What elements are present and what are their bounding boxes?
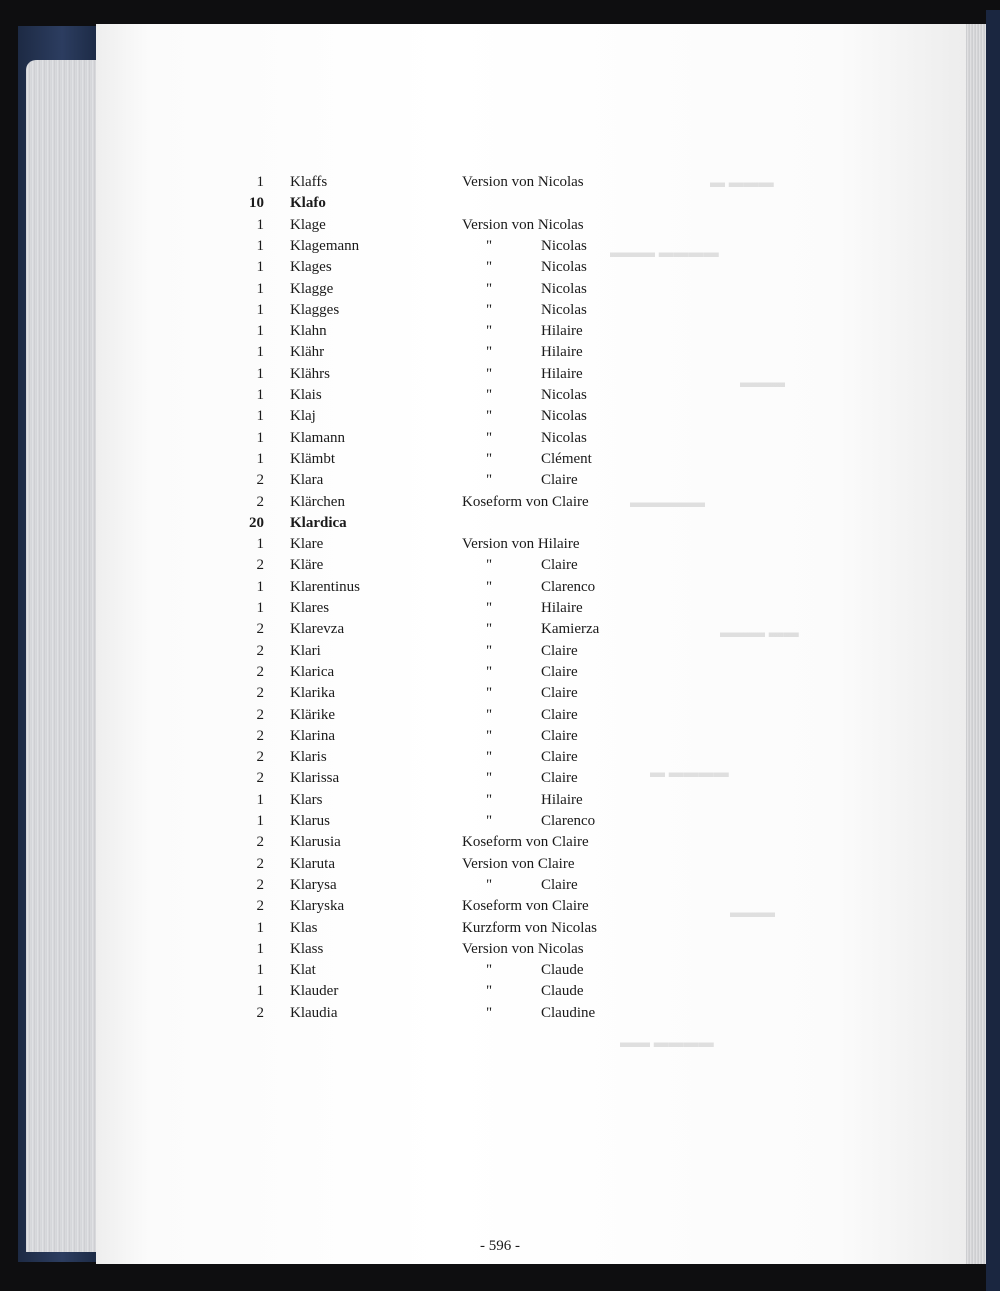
entry-reference: Claire [541, 685, 578, 702]
entry-name: Klagges [290, 301, 340, 318]
entry-reference: Claire [541, 770, 578, 787]
entry-name: Klarentinus [290, 578, 360, 595]
list-item [0, 1003, 1000, 1024]
entry-count: 1 [256, 919, 264, 936]
entry-reference: Claudine [541, 1004, 596, 1021]
entry-name: Klärchen [290, 493, 345, 510]
entry-reference: Hilaire [541, 600, 583, 616]
entry-count: 2 [256, 898, 264, 915]
list-item [0, 747, 1000, 768]
list-item [0, 598, 1000, 619]
entry-name: Klagemann [290, 237, 360, 254]
list-item [0, 406, 1000, 427]
entry-reference: Claire [541, 749, 578, 766]
entry-count: 2 [256, 1004, 264, 1021]
entry-reference: Kamierza [541, 621, 600, 638]
entry-count: 2 [256, 557, 264, 574]
list-item [0, 193, 1000, 214]
entry-reference: Claire [541, 472, 578, 489]
entry-count: 1 [256, 408, 264, 425]
entry-reference: Claire [541, 876, 578, 893]
entry-name: Klass [290, 940, 324, 957]
entry-count: 1 [256, 387, 264, 403]
entry-count: 2 [256, 472, 264, 489]
entry-count: 2 [256, 663, 264, 680]
entry-name: Klafo [290, 195, 326, 212]
list-item [0, 449, 1000, 470]
ditto-mark: " [486, 876, 493, 893]
page-number: - 596 - [480, 1238, 520, 1254]
entry-count: 1 [256, 259, 264, 276]
entry-reference: Nicolas [541, 259, 587, 276]
entry-name: Klarika [290, 685, 335, 702]
entry-reference: Claire [541, 557, 578, 574]
list-item [0, 811, 1000, 832]
entry-name: Klaj [290, 408, 316, 425]
list-item [0, 918, 1000, 939]
list-item [0, 896, 1000, 917]
list-item [0, 513, 1000, 534]
entry-reference: Nicolas [541, 280, 587, 297]
entry-name: Klares [290, 600, 330, 616]
entry-count: 1 [256, 301, 264, 318]
list-item [0, 321, 1000, 342]
entry-name: Klarevza [290, 621, 345, 638]
list-item [0, 726, 1000, 747]
entry-count: 2 [256, 855, 264, 872]
entry-name: Klare [290, 536, 324, 553]
entry-name: Klari [290, 642, 321, 659]
list-item [0, 790, 1000, 811]
ditto-mark: " [486, 621, 493, 638]
ditto-mark: " [486, 450, 493, 467]
entry-reference: Nicolas [541, 387, 587, 403]
ditto-mark: " [486, 770, 493, 787]
ditto-mark: " [486, 472, 493, 489]
entry-name: Klardica [290, 514, 347, 531]
entry-name: Klarysa [290, 876, 337, 893]
list-item [0, 832, 1000, 853]
list-item [0, 215, 1000, 236]
ditto-mark: " [486, 280, 493, 297]
entry-name: Klage [290, 216, 326, 233]
entry-name: Klahn [290, 323, 327, 340]
entry-name: Klara [290, 472, 324, 489]
entry-reference: Claude [541, 962, 584, 979]
ditto-mark: " [486, 706, 493, 723]
ditto-mark: " [486, 727, 493, 744]
ditto-mark: " [486, 365, 493, 382]
entry-description: Version von Nicolas [462, 216, 584, 233]
entry-count: 1 [256, 983, 264, 1000]
ditto-mark: " [486, 600, 493, 616]
entry-name: Klagge [290, 280, 334, 297]
ditto-mark: " [486, 408, 493, 425]
entry-description: Kurzform von Nicolas [462, 919, 597, 936]
entry-reference: Nicolas [541, 237, 587, 254]
ditto-mark: " [486, 429, 493, 446]
entry-name: Klaudia [290, 1004, 338, 1021]
ditto-mark: " [486, 791, 493, 808]
ditto-mark: " [486, 323, 493, 340]
ditto-mark: " [486, 642, 493, 659]
list-item [0, 470, 1000, 491]
list-item [0, 342, 1000, 363]
entry-count: 1 [256, 578, 264, 595]
entry-reference: Claire [541, 663, 578, 680]
entry-description: Version von Claire [462, 855, 575, 872]
entry-count: 10 [249, 195, 264, 212]
entry-reference: Claire [541, 706, 578, 723]
list-item [0, 683, 1000, 704]
entry-count: 1 [256, 600, 264, 616]
list-item [0, 492, 1000, 513]
entry-count: 2 [256, 493, 264, 510]
entry-reference: Hilaire [541, 365, 583, 382]
entry-reference: Clarenco [541, 813, 596, 829]
list-item [0, 555, 1000, 576]
list-item [0, 854, 1000, 875]
entry-name: Klärike [290, 706, 335, 723]
entry-name: Klarusia [290, 834, 341, 851]
list-item [0, 279, 1000, 300]
entry-count: 1 [256, 280, 264, 297]
entry-count: 1 [256, 344, 264, 361]
list-item [0, 641, 1000, 662]
entry-name: Klais [290, 387, 322, 403]
ditto-mark: " [486, 344, 493, 361]
entry-name: Klat [290, 962, 316, 979]
entry-reference: Claire [541, 642, 578, 659]
entry-reference: Hilaire [541, 323, 583, 340]
ditto-mark: " [486, 962, 493, 979]
entry-name: Klars [290, 791, 323, 808]
entry-count: 1 [256, 216, 264, 233]
entry-name: Klähr [290, 344, 325, 361]
entry-name: Kläre [290, 557, 324, 574]
entry-reference: Claire [541, 727, 578, 744]
entry-name: Klarus [290, 813, 330, 829]
list-item [0, 662, 1000, 683]
entry-count: 1 [256, 365, 264, 382]
entry-reference: Clarenco [541, 578, 596, 595]
ditto-mark: " [486, 387, 493, 403]
ditto-mark: " [486, 1004, 493, 1021]
entry-name: Klaryska [290, 898, 345, 915]
ditto-mark: " [486, 237, 493, 254]
list-item [0, 577, 1000, 598]
list-item [0, 981, 1000, 1002]
entry-count: 2 [256, 685, 264, 702]
list-item [0, 364, 1000, 385]
entry-description: Version von Nicolas [462, 940, 584, 957]
entry-count: 1 [256, 962, 264, 979]
entry-name: Klarina [290, 727, 335, 744]
list-item [0, 236, 1000, 257]
entry-name: Klages [290, 259, 332, 276]
entry-count: 1 [256, 429, 264, 446]
entry-count: 1 [256, 323, 264, 340]
ditto-mark: " [486, 685, 493, 702]
entry-name: Klarissa [290, 770, 340, 787]
list-item [0, 300, 1000, 321]
list-item [0, 960, 1000, 981]
entry-count: 2 [256, 876, 264, 893]
entry-name: Klamann [290, 429, 345, 446]
entry-count: 1 [256, 791, 264, 808]
entry-description: Koseform von Claire [462, 898, 589, 915]
entry-name: Klarica [290, 663, 335, 680]
entry-name: Klährs [290, 365, 330, 382]
entry-count: 1 [256, 813, 264, 829]
entry-count: 1 [256, 237, 264, 254]
ditto-mark: " [486, 259, 493, 276]
entry-name: Klaruta [290, 855, 335, 872]
entry-count: 1 [256, 940, 264, 957]
entry-count: 2 [256, 770, 264, 787]
ditto-mark: " [486, 557, 493, 574]
entry-name: Klas [290, 919, 318, 936]
entry-count: 2 [256, 706, 264, 723]
ditto-mark: " [486, 663, 493, 680]
list-item [0, 534, 1000, 555]
entry-count: 1 [256, 536, 264, 553]
entry-reference: Clément [541, 450, 592, 467]
ditto-mark: " [486, 301, 493, 318]
list-item [0, 257, 1000, 278]
list-item [0, 172, 1000, 193]
entry-name: Klaffs [290, 174, 328, 190]
entry-reference: Nicolas [541, 408, 587, 425]
list-item [0, 939, 1000, 960]
list-item [0, 705, 1000, 726]
entry-description: Version von Nicolas [462, 174, 584, 190]
entry-description: Koseform von Claire [462, 834, 589, 851]
list-item [0, 619, 1000, 640]
entry-reference: Nicolas [541, 429, 587, 446]
entry-count: 2 [256, 749, 264, 766]
entry-name: Klämbt [290, 450, 335, 467]
entry-name: Klaris [290, 749, 327, 766]
ditto-mark: " [486, 578, 493, 595]
entry-reference: Nicolas [541, 301, 587, 318]
entry-count: 1 [256, 174, 264, 190]
entry-reference: Hilaire [541, 791, 583, 808]
list-item [0, 428, 1000, 449]
list-item [0, 875, 1000, 896]
ditto-mark: " [486, 813, 493, 829]
entry-description: Version von Hilaire [462, 536, 580, 553]
entry-reference: Claude [541, 983, 584, 1000]
entry-count: 2 [256, 727, 264, 744]
entry-count: 2 [256, 642, 264, 659]
list-item [0, 768, 1000, 789]
entry-description: Koseform von Claire [462, 493, 589, 510]
ditto-mark: " [486, 749, 493, 766]
ditto-mark: " [486, 983, 493, 1000]
entry-name: Klauder [290, 983, 339, 1000]
entry-reference: Hilaire [541, 344, 583, 361]
entry-count: 2 [256, 621, 264, 638]
entry-count: 2 [256, 834, 264, 851]
list-item [0, 385, 1000, 406]
entry-count: 20 [249, 514, 264, 531]
entry-count: 1 [256, 450, 264, 467]
